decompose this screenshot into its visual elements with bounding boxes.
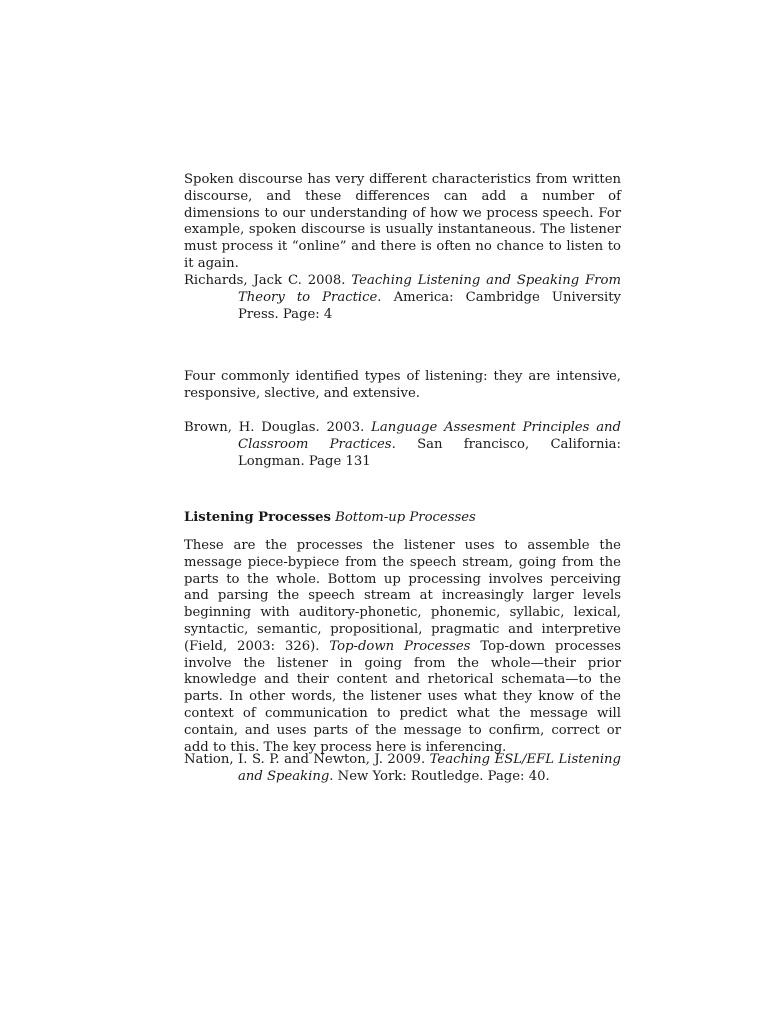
reference-publisher: America: Cambridge University Press. Page: 4 [238,289,621,322]
heading-bottom-up: Bottom-up Processes [335,510,476,525]
reference-author: Richards, Jack C. 2008. [184,273,352,288]
paragraph-top-down: Top-down processes involve the listener in going from the whole—their prior knowledge and their content and rhetorical schemata—to the parts. In other words, the listener uses what they know of the context of communication to predict what the message will contain, and uses parts of the message to confirm, correct or add to this. The key process here is inferencing. [184,638,621,755]
section-listening-processes [184,538,621,756]
reference-title: Language Assesment Principles and Classroom Practices [238,420,621,452]
reference-publisher: New York: Routledge. Page: 40. [333,768,550,784]
body-paragraph: Four commonly identified types of listening: they are intensive, responsive, slective, and extensive. [184,369,621,401]
reference-title: Teaching ESL/EFL Listening and Speaking. [238,752,621,784]
reference-author: Nation, I. S. P. and Newton, J. 2009. [184,752,430,767]
heading-listening-processes: Listening Processes [184,510,331,525]
citation-richards [184,273,621,323]
reference-publisher: . San francisco, California: Longman. Page 131 [238,436,621,469]
reference-author: Brown, H. Douglas. 2003. [184,420,372,435]
reference-entry [184,273,621,323]
section-spoken-discourse [184,172,621,273]
body-paragraph: Spoken discourse has very different characteristics from written discourse, and these differences can add a number of dimensions to our understanding of how we process speech. For example, spoken discourse is usually instantaneous. The listener must process it “online” and there is often no chance to listen to it again. [184,172,621,271]
paragraph-bottom-up: These are the processes the listener uses to assemble the message piece-bypiece from the speech stream, going from the parts to the whole. Bottom up processing involves perceiving and parsing the speech stream at increasingly larger levels beginning with auditory-phonetic, phonemic, syllabic, lexical, syntactic, semantic, propositional, pragmatic and interpretive (Field, 2003: 326). [184,538,621,654]
body-paragraph [184,538,621,756]
citation-nation [184,752,621,786]
reference-entry [184,420,621,470]
paragraph-top-down-term: Top-down Processes [329,638,471,654]
reference-entry [184,752,621,786]
citation-brown [184,420,621,470]
section-heading [184,510,621,527]
section-types-of-listening [184,369,621,403]
reference-title: Teaching Listening and Speaking From Theory to Practice. [238,273,622,305]
heading-line [184,510,621,527]
